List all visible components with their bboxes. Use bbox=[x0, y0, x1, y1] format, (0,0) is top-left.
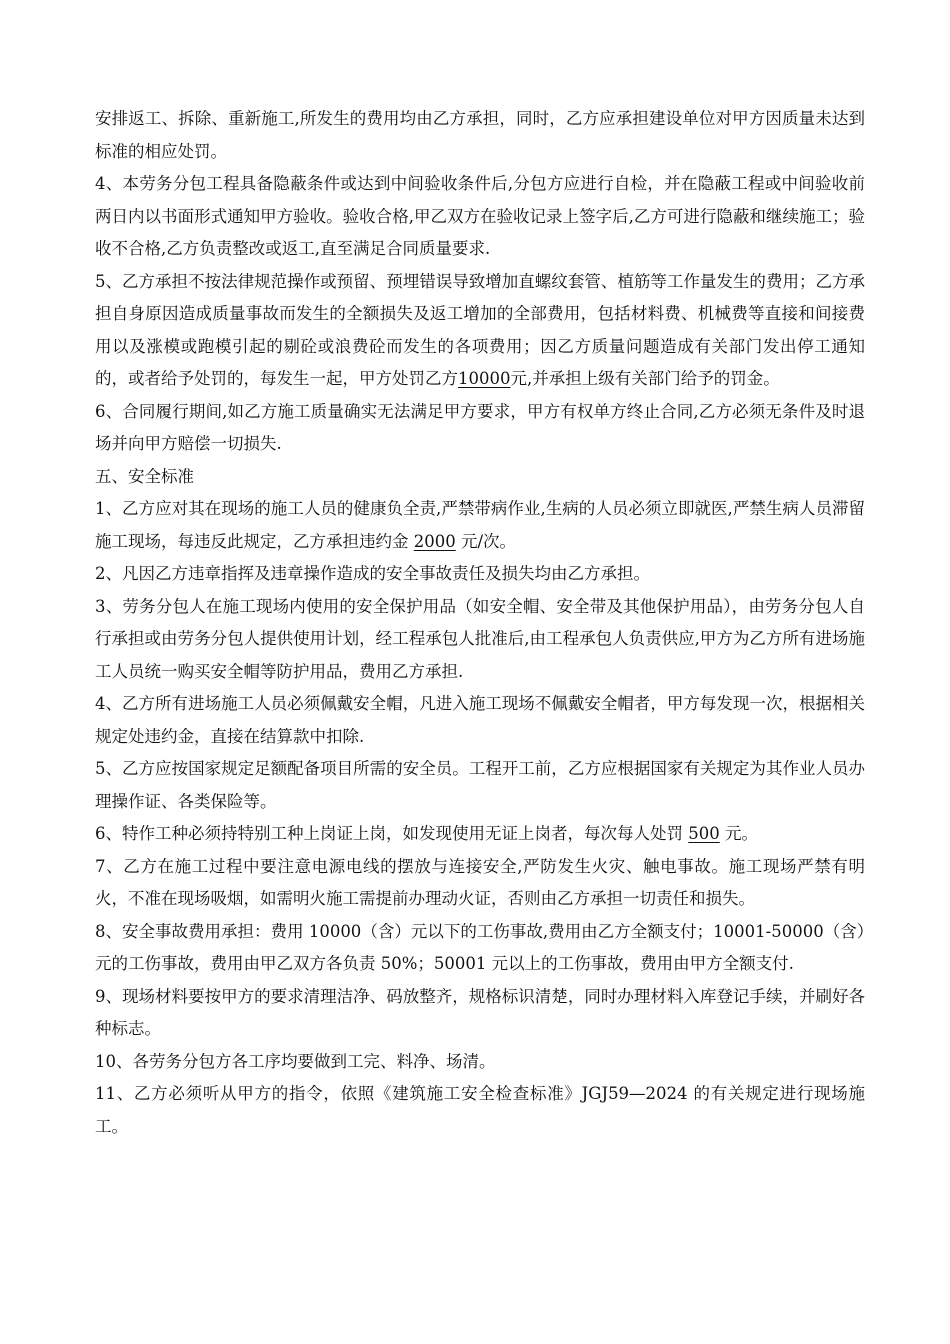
paragraph-safety-10: 10、各劳务分包方各工序均要做到工完、料净、场清。 bbox=[95, 1051, 496, 1071]
section-title: 五、安全标准 bbox=[95, 466, 194, 486]
safety-1-tail: 元/次。 bbox=[461, 531, 517, 551]
paragraph-safety-7: 7、乙方在施工过程中要注意电源电线的摆放与连接安全,严防发生火灾、触电事故。施工现场严禁有明火，不准在现场吸烟，如需明火施工需提前办理动火证，否则由乙方承担一切责任和损失。 bbox=[95, 856, 865, 908]
penalty-amount: 10000 bbox=[458, 369, 511, 388]
clause-5-text: 5、乙方承担不按法律规范操作或预留、预埋错误导致增加直螺纹套管、植筋等工作量发生的费用；乙方承担自身原因造成质量事故而发生的全额损失及返工增加的全部费用，包括材料费、机械费等直接和间接费用以及涨模或跑模引起的剔砼或浪费砼而发生的各项费用；因乙方质量问题造成有关部门发出停工通知的，或者给予处罚的，每发生一起，甲方处罚乙方 bbox=[95, 271, 865, 388]
paragraph-safety-3: 3、劳务分包人在施工现场内使用的安全保护用品（如安全帽、安全带及其他保护用品），由劳务分包人自行承担或由劳务分包人提供使用计划，经工程承包人批准后,由工程承包人负责供应,甲方为乙方所有进场施工人员统一购买安全帽等防护用品，费用乙方承担. bbox=[95, 596, 865, 681]
paragraph-safety-11: 11、乙方必须听从甲方的指令，依照《建筑施工安全检查标准》JGJ59—2024 的有关规定进行现场施工。 bbox=[95, 1084, 865, 1136]
paragraph-clause-6: 6、合同履行期间,如乙方施工质量确实无法满足甲方要求，甲方有权单方终止合同,乙方必须无条件及时退场并向甲方赔偿一切损失. bbox=[95, 401, 865, 453]
clause-5-tail: 元,并承担上级有关部门给予的罚金。 bbox=[510, 369, 780, 388]
certificate-penalty-amount: 500 bbox=[688, 824, 720, 843]
paragraph-clause-5 bbox=[95, 266, 865, 396]
document-page bbox=[95, 103, 865, 1143]
paragraph-safety-2: 2、凡因乙方违章指挥及违章操作造成的安全事故责任及损失均由乙方承担。 bbox=[95, 564, 650, 583]
paragraph-safety-9: 9、现场材料要按甲方的要求清理洁净、码放整齐，规格标识清楚，同时办理材料入库登记手续，并刷好各种标志。 bbox=[95, 986, 865, 1038]
paragraph-safety-1 bbox=[95, 493, 865, 558]
paragraph-safety-8: 8、安全事故费用承担：费用 10000（含）元以下的工伤事故,费用由乙方全额支付；10001-50000（含）元的工伤事故，费用由甲乙双方各负责 50%；50001 元以上的工伤事故，费用由甲方全额支付. bbox=[95, 921, 865, 973]
paragraph-rework: 安排返工、拆除、重新施工,所发生的费用均由乙方承担，同时，乙方应承担建设单位对甲方因质量未达到标准的相应处罚。 bbox=[95, 109, 865, 161]
paragraph-clause-4: 4、本劳务分包工程具备隐蔽条件或达到中间验收条件后,分包方应进行自检，并在隐蔽工程或中间验收前两日内以书面形式通知甲方验收。验收合格,甲乙双方在验收记录上签字后,乙方可进行隐蔽和继续施工；验收不合格,乙方负责整改或返工,直至满足合同质量要求. bbox=[95, 174, 865, 258]
safety-6-tail: 元。 bbox=[725, 824, 758, 843]
violation-fee-amount: 2000 bbox=[413, 531, 456, 551]
paragraph-safety-6 bbox=[95, 818, 865, 851]
paragraph-safety-4: 4、乙方所有进场施工人员必须佩戴安全帽，凡进入施工现场不佩戴安全帽者，甲方每发现一次，根据相关规定处违约金，直接在结算款中扣除. bbox=[95, 694, 865, 746]
safety-6-text: 6、特作工种必须持特别工种上岗证上岗，如发现使用无证上岗者，每次每人处罚 bbox=[95, 824, 683, 843]
safety-1-text: 1、乙方应对其在现场的施工人员的健康负全责,严禁带病作业,生病的人员必须立即就医,严禁生病人员滞留施工现场，每违反此规定，乙方承担违约金 bbox=[95, 499, 865, 551]
paragraph-safety-5: 5、乙方应按国家规定足额配备项目所需的安全员。工程开工前，乙方应根据国家有关规定为其作业人员办理操作证、各类保险等。 bbox=[95, 759, 865, 811]
